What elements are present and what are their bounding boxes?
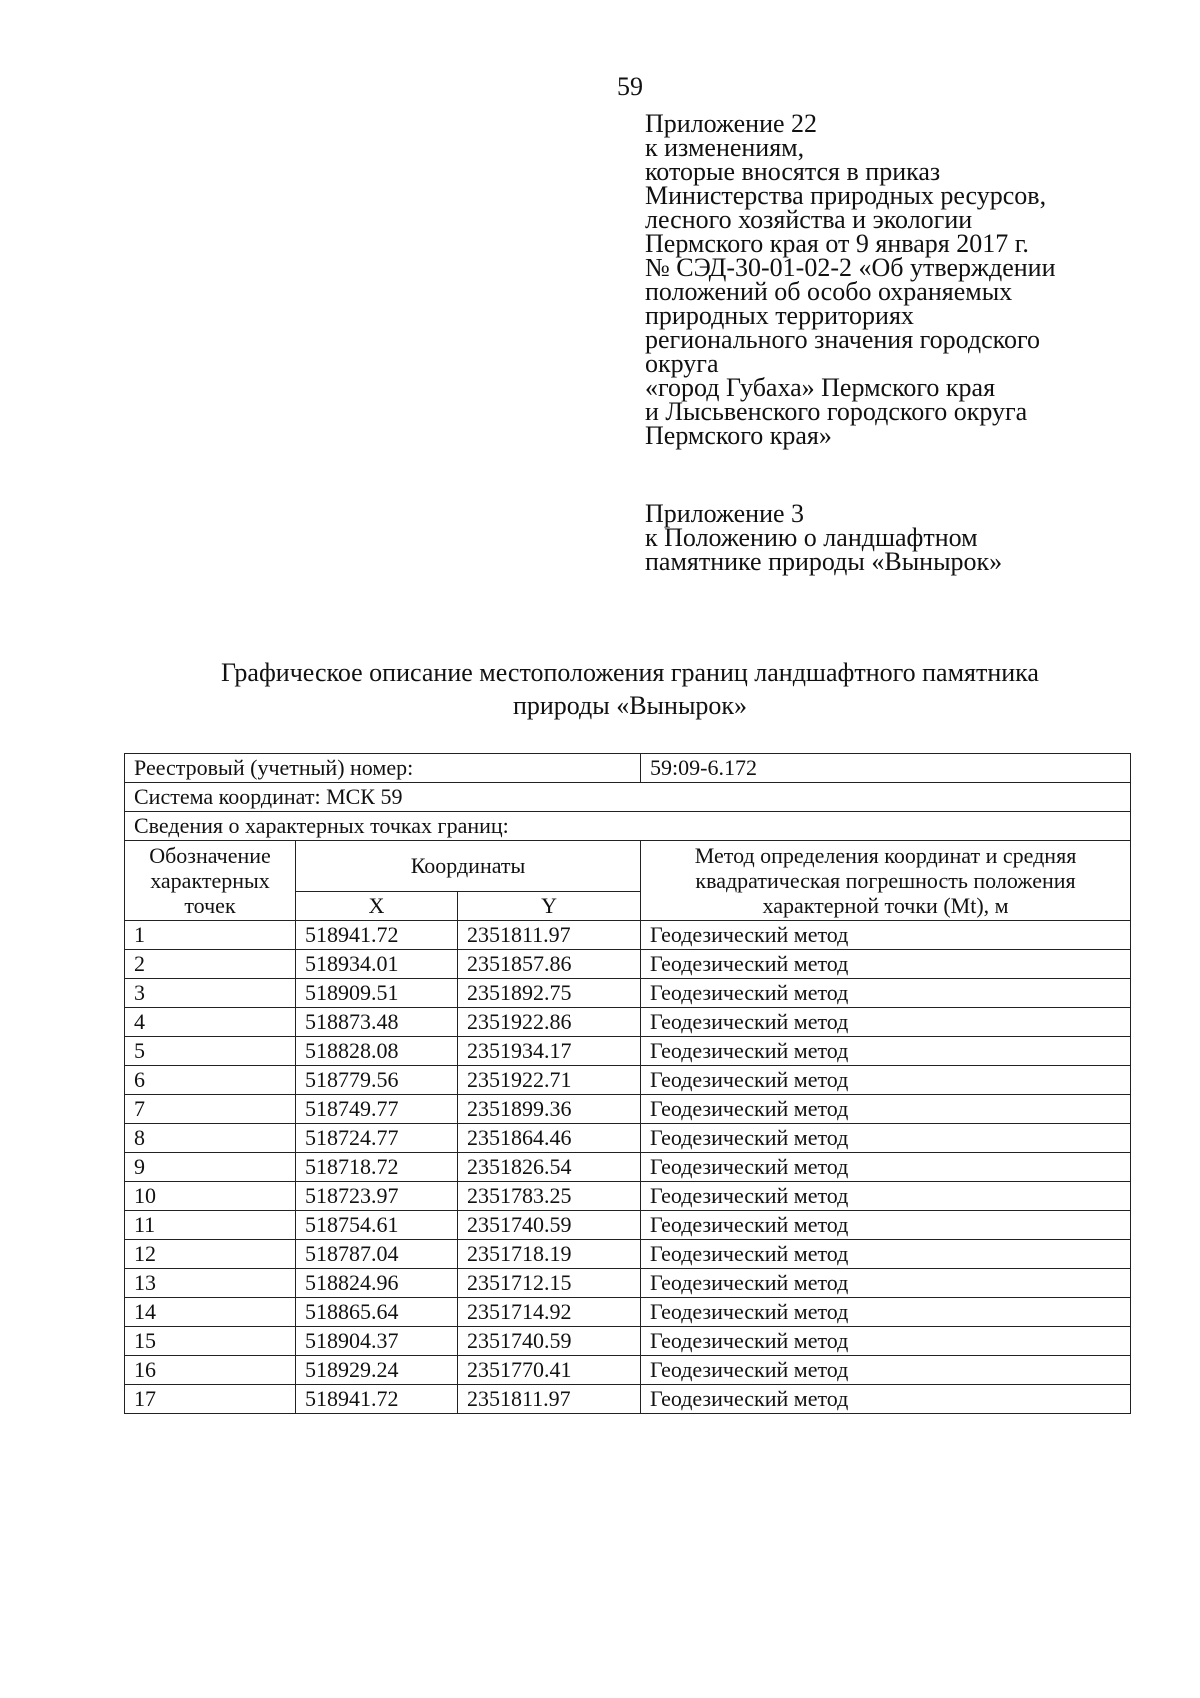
y-coordinate-cell: 2351892.75 (458, 979, 641, 1008)
table-row (125, 921, 1131, 950)
appendix-22-line: которые вносятся в приказ (645, 157, 941, 186)
document-title-line-1: Графическое описание местоположения границ ландшафтного памятника (221, 658, 1039, 687)
header-method-line: Метод определения координат и средняя (694, 843, 1077, 868)
y-coordinate-cell: 2351826.54 (458, 1153, 641, 1182)
header-point-line: точек (184, 893, 236, 918)
method-cell: Геодезический метод (641, 1066, 1131, 1095)
appendix-22-block (645, 109, 1165, 450)
table-row (125, 1095, 1131, 1124)
y-coordinate-cell: 2351740.59 (458, 1211, 641, 1240)
point-number-cell: 12 (125, 1240, 296, 1269)
y-coordinate-cell: 2351770.41 (458, 1356, 641, 1385)
point-number-cell: 7 (125, 1095, 296, 1124)
point-number-cell: 13 (125, 1269, 296, 1298)
table-row (125, 1240, 1131, 1269)
method-cell: Геодезический метод (641, 1124, 1131, 1153)
y-coordinate-cell: 2351714.92 (458, 1298, 641, 1327)
point-number-cell: 8 (125, 1124, 296, 1153)
point-number-cell: 14 (125, 1298, 296, 1327)
appendix-3-block (645, 499, 1165, 576)
table-row (125, 1385, 1131, 1414)
header-point-line: характерных (150, 868, 270, 893)
y-coordinate-cell: 2351811.97 (458, 921, 641, 950)
appendix-3-line: Приложение 3 (645, 499, 805, 528)
table-row (125, 950, 1131, 979)
y-coordinate-cell: 2351718.19 (458, 1240, 641, 1269)
x-coordinate-cell: 518904.37 (296, 1327, 458, 1356)
method-cell: Геодезический метод (641, 1211, 1131, 1240)
x-coordinate-cell: 518754.61 (296, 1211, 458, 1240)
x-coordinate-cell: 518865.64 (296, 1298, 458, 1327)
y-coordinate-cell: 2351811.97 (458, 1385, 641, 1414)
x-coordinate-cell: 518723.97 (296, 1182, 458, 1211)
x-coordinate-cell: 518909.51 (296, 979, 458, 1008)
table-row (125, 1269, 1131, 1298)
coord-system-row (125, 783, 1131, 812)
table-row (125, 1153, 1131, 1182)
appendix-3-line: к Положению о ландшафтном (645, 523, 978, 552)
registry-value: 59:09-6.172 (641, 754, 1131, 783)
appendix-22-line: положений об особо охраняемых (645, 277, 1013, 306)
header-method (641, 841, 1131, 921)
method-cell: Геодезический метод (641, 1385, 1131, 1414)
points-info: Сведения о характерных точках границ: (125, 812, 1131, 841)
points-body (125, 921, 1131, 1414)
header-point-designation (125, 841, 296, 921)
x-coordinate-cell: 518941.72 (296, 921, 458, 950)
registry-row (125, 754, 1131, 783)
point-number-cell: 3 (125, 979, 296, 1008)
header-point-line: Обозначение (149, 843, 271, 868)
y-coordinate-cell: 2351783.25 (458, 1182, 641, 1211)
x-coordinate-cell: 518941.72 (296, 1385, 458, 1414)
point-number-cell: 9 (125, 1153, 296, 1182)
point-number-cell: 1 (125, 921, 296, 950)
method-cell: Геодезический метод (641, 1153, 1131, 1182)
table-row (125, 1066, 1131, 1095)
method-cell: Геодезический метод (641, 1240, 1131, 1269)
table-row (125, 1298, 1131, 1327)
document-title (120, 656, 1140, 722)
y-coordinate-cell: 2351922.86 (458, 1008, 641, 1037)
appendix-22-line: к изменениям, (645, 133, 805, 162)
header-coordinates: Координаты (296, 841, 641, 892)
table-row (125, 1182, 1131, 1211)
points-info-row (125, 812, 1131, 841)
appendix-22-line: округа (645, 349, 719, 378)
header-method-line: квадратическая погрешность положения (695, 868, 1076, 893)
appendix-22-line: Приложение 22 (645, 109, 818, 138)
page-number: 59 (617, 72, 643, 101)
document-title-line-2: природы «Вынырок» (512, 691, 748, 720)
method-cell: Геодезический метод (641, 921, 1131, 950)
point-number-cell: 4 (125, 1008, 296, 1037)
x-coordinate-cell: 518824.96 (296, 1269, 458, 1298)
appendix-22-line: «город Губаха» Пермского края (645, 373, 996, 402)
x-coordinate-cell: 518749.77 (296, 1095, 458, 1124)
point-number-cell: 17 (125, 1385, 296, 1414)
table-row (125, 1124, 1131, 1153)
method-cell: Геодезический метод (641, 979, 1131, 1008)
method-cell: Геодезический метод (641, 1298, 1131, 1327)
table-row (125, 1037, 1131, 1066)
boundary-points-table (124, 753, 1131, 1414)
method-cell: Геодезический метод (641, 1269, 1131, 1298)
y-coordinate-cell: 2351922.71 (458, 1066, 641, 1095)
x-coordinate-cell: 518934.01 (296, 950, 458, 979)
x-coordinate-cell: 518787.04 (296, 1240, 458, 1269)
method-cell: Геодезический метод (641, 1095, 1131, 1124)
y-coordinate-cell: 2351712.15 (458, 1269, 641, 1298)
x-coordinate-cell: 518828.08 (296, 1037, 458, 1066)
method-cell: Геодезический метод (641, 1182, 1131, 1211)
appendix-22-line: Пермского края от 9 января 2017 г. (645, 229, 1029, 258)
table-row (125, 1356, 1131, 1385)
header-y: Y (458, 892, 641, 921)
table-row (125, 1008, 1131, 1037)
table-header-row (125, 841, 1131, 892)
appendix-3-line: памятнике природы «Вынырок» (645, 547, 1003, 576)
point-number-cell: 15 (125, 1327, 296, 1356)
method-cell: Геодезический метод (641, 1008, 1131, 1037)
point-number-cell: 2 (125, 950, 296, 979)
table-row (125, 1327, 1131, 1356)
appendix-22-line: лесного хозяйства и экологии (645, 205, 973, 234)
x-coordinate-cell: 518873.48 (296, 1008, 458, 1037)
header-method-line: характерной точки (Mt), м (762, 893, 1009, 918)
table-row (125, 979, 1131, 1008)
method-cell: Геодезический метод (641, 950, 1131, 979)
appendix-22-line: и Лысьвенского городского округа (645, 397, 1028, 426)
y-coordinate-cell: 2351934.17 (458, 1037, 641, 1066)
point-number-cell: 6 (125, 1066, 296, 1095)
x-coordinate-cell: 518779.56 (296, 1066, 458, 1095)
x-coordinate-cell: 518929.24 (296, 1356, 458, 1385)
appendix-22-line: природных территориях (645, 301, 914, 330)
y-coordinate-cell: 2351857.86 (458, 950, 641, 979)
x-coordinate-cell: 518724.77 (296, 1124, 458, 1153)
method-cell: Геодезический метод (641, 1327, 1131, 1356)
point-number-cell: 16 (125, 1356, 296, 1385)
y-coordinate-cell: 2351864.46 (458, 1124, 641, 1153)
method-cell: Геодезический метод (641, 1356, 1131, 1385)
y-coordinate-cell: 2351740.59 (458, 1327, 641, 1356)
point-number-cell: 10 (125, 1182, 296, 1211)
method-cell: Геодезический метод (641, 1037, 1131, 1066)
x-coordinate-cell: 518718.72 (296, 1153, 458, 1182)
appendix-22-line: Пермского края» (645, 421, 832, 450)
table-row (125, 1211, 1131, 1240)
point-number-cell: 11 (125, 1211, 296, 1240)
appendix-22-line: № СЭД-30-01-02-2 «Об утверждении (645, 253, 1056, 282)
coord-system: Система координат: МСК 59 (125, 783, 1131, 812)
y-coordinate-cell: 2351899.36 (458, 1095, 641, 1124)
appendix-22-line: Министерства природных ресурсов, (645, 181, 1047, 210)
appendix-22-line: регионального значения городского (645, 325, 1041, 354)
header-x: X (296, 892, 458, 921)
point-number-cell: 5 (125, 1037, 296, 1066)
registry-label: Реестровый (учетный) номер: (125, 754, 641, 783)
